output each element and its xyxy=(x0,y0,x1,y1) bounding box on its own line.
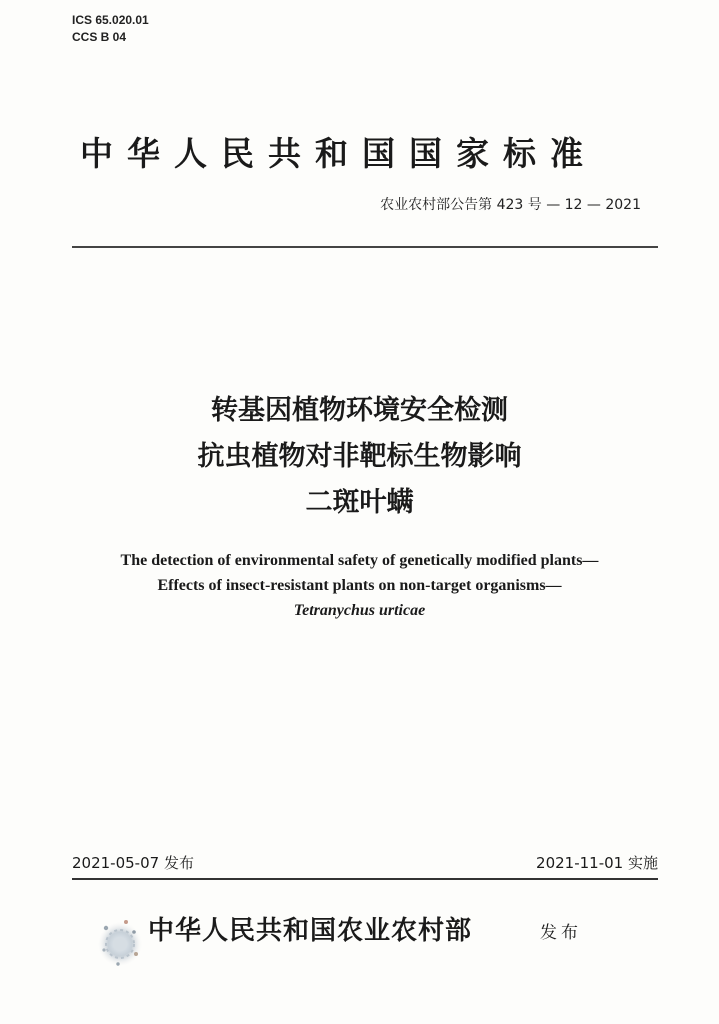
document-number: 农业农村部公告第 423 号 — 12 — 2021 xyxy=(380,197,641,213)
issuing-authority: 中华人民共和国农业农村部 xyxy=(148,916,473,946)
english-title-line-2: Effects of insect-resistant plants on non-target organisms— xyxy=(157,577,562,594)
chinese-title-line-3: 二斑叶螨 xyxy=(305,487,414,518)
ics-code: ICS 65.020.01 xyxy=(72,13,149,27)
chinese-title-line-2: 抗虫植物对非靶标生物影响 xyxy=(197,441,522,472)
issue-label: 发布 xyxy=(540,923,582,943)
english-title xyxy=(0,548,719,623)
date-row xyxy=(72,852,658,876)
ccs-code: CCS B 04 xyxy=(72,30,127,44)
chinese-title xyxy=(0,388,719,526)
implementation-date: 2021-11-01 实施 xyxy=(536,854,658,872)
chinese-title-line-1: 转基因植物环境安全检测 xyxy=(211,395,508,426)
classification-codes xyxy=(72,12,149,46)
header-divider xyxy=(72,246,658,248)
english-title-line-1: The detection of environmental safety of genetically modified plants— xyxy=(120,552,599,569)
issue-date: 2021-05-07 发布 xyxy=(72,854,194,872)
footer-divider xyxy=(72,878,658,880)
standard-type-heading: 中华人民共和国国家标准 xyxy=(80,134,597,173)
issuer-row xyxy=(96,900,656,980)
english-title-line-3: Tetranychus urticae xyxy=(293,602,426,619)
